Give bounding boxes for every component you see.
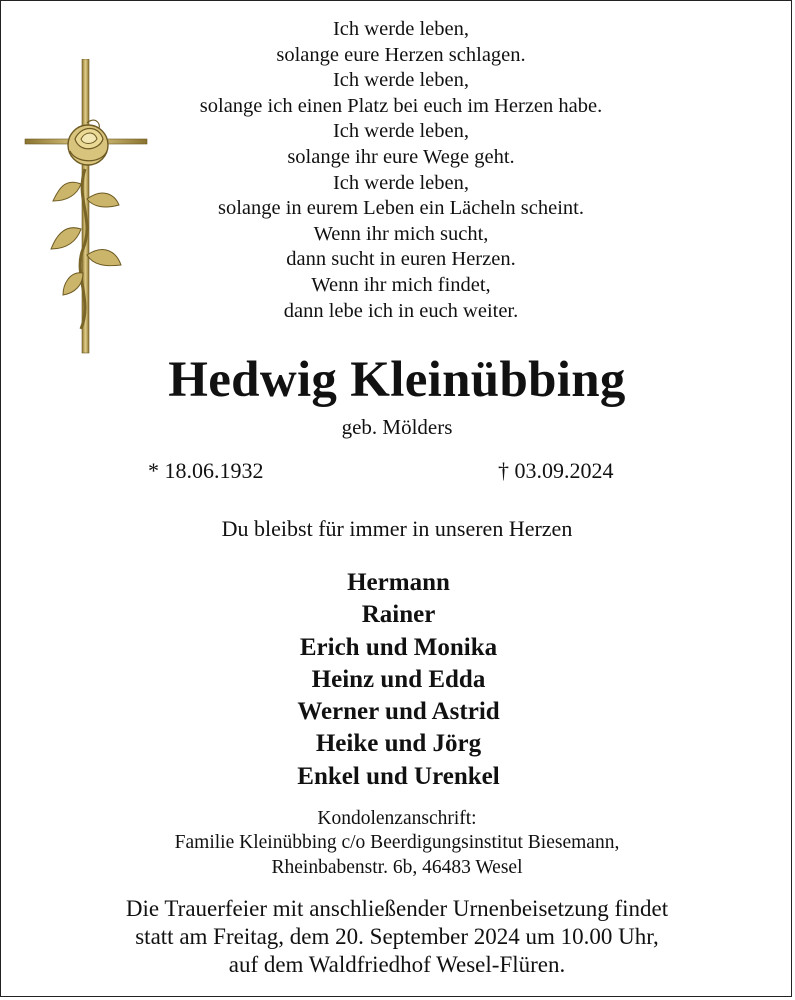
condolence-heading: Kondolenzanschrift: [317, 808, 477, 829]
condolence-line: Rheinbabenstr. 6b, 46483 Wesel [271, 856, 523, 878]
funeral-line: auf dem Waldfriedhof Wesel-Flüren. [228, 951, 566, 977]
poem-line: Ich werde leben, [332, 18, 470, 40]
mourner: Rainer [361, 601, 436, 629]
condolence-line: Familie Kleinübbing c/o Beerdigungsinstitut Biesemann, [174, 832, 620, 854]
condolence-address [1, 807, 793, 880]
deceased-name: Hedwig Kleinübbing [168, 352, 626, 408]
birth-date: * 18.06.1932 [148, 458, 264, 483]
death-date: † 03.09.2024 [498, 458, 614, 483]
funeral-line: Die Trauerfeier mit anschließender Urnenbeisetzung findet [125, 896, 669, 921]
mourner: Hermann [347, 569, 450, 596]
poem-line: dann sucht in euren Herzen. [286, 248, 516, 271]
poem [141, 17, 661, 324]
funeral-notice [1, 895, 793, 978]
poem-line: Wenn ihr mich findet, [311, 273, 491, 296]
mourner: Erich und Monika [299, 633, 498, 661]
poem-line: solange ihr eure Wege geht. [287, 145, 515, 168]
mourners-list [1, 567, 795, 793]
mourner: Heinz und Edda [311, 665, 486, 693]
poem-line: Ich werde leben, [332, 171, 470, 194]
poem-line: dann lebe ich in euch weiter. [283, 299, 519, 322]
mourner: Werner und Astrid [297, 698, 500, 726]
cross-with-rose-icon [23, 59, 149, 355]
poem-line: solange ich einen Platz bei euch im Herzen habe. [199, 94, 603, 117]
poem-line: solange eure Herzen schlagen. [276, 43, 526, 66]
poem-line: Ich werde leben, [332, 69, 470, 92]
motto: Du bleibst für immer in unseren Herzen [221, 516, 573, 541]
maiden-name: geb. Mölders [341, 415, 453, 439]
funeral-line: statt am Freitag, dem 20. September 2024 um 10.00 Uhr, [135, 923, 659, 949]
mourner: Enkel und Urenkel [297, 762, 500, 790]
poem-line: Wenn ihr mich sucht, [313, 222, 489, 245]
mourner: Heike und Jörg [315, 730, 482, 758]
poem-line: solange in eurem Leben ein Lächeln scheint. [217, 197, 584, 220]
poem-line: Ich werde leben, [332, 120, 470, 143]
